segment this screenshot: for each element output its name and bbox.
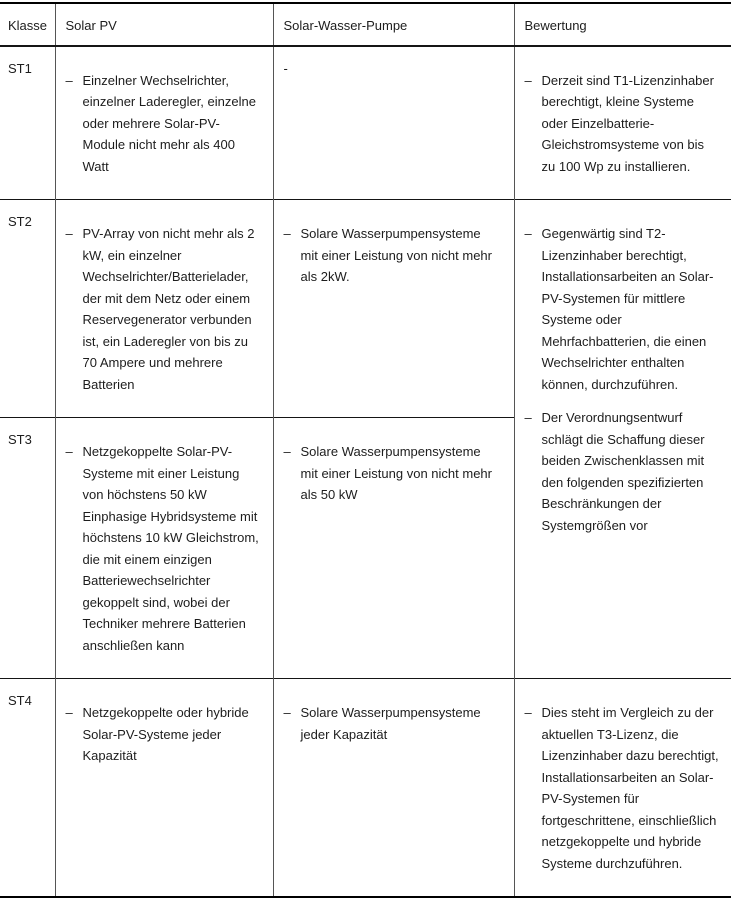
bullet-list: [525, 223, 722, 536]
list-item: [525, 702, 722, 874]
column-header-pumpe: Solar-Wasser-Pumpe: [273, 3, 514, 46]
table-header-row: [0, 3, 731, 46]
empty-cell-dash: -: [283, 60, 288, 76]
bullet-list: [525, 70, 722, 178]
cell-st4-bewertung: [514, 679, 731, 898]
bullet-list: [66, 223, 262, 395]
list-item-text: Solare Wasserpumpensysteme mit einer Leistung von nicht mehr als 2kW.: [300, 226, 492, 284]
table-row-st4: [0, 679, 731, 898]
bullet-list: [284, 441, 500, 506]
dash-marker: –: [65, 705, 73, 720]
bullet-list: [284, 702, 500, 745]
klasse-label-st3: ST3: [0, 418, 55, 679]
cell-st2-st3-bewertung: [514, 200, 731, 679]
list-item: [66, 70, 262, 178]
column-header-klasse: Klasse: [0, 3, 55, 46]
list-item-text: Gegenwärtig sind T2-Lizenzinhaber berechtigt, Installationsarbeiten an Solar-PV-Systemen für mittlere Systeme oder Mehrfachbatterien, die einen Wechselrichter enthalten können, durchzuführen.: [541, 226, 714, 392]
list-item-text: PV-Array von nicht mehr als 2 kW, ein einzelner Wechselrichter/Batterielader, der mit dem Netz oder einem Reservegenerator verbunden ist, ein Laderegler von bis zu 70 Ampere und mehrere Batterien: [82, 226, 255, 392]
klasse-label-st4: ST4: [0, 679, 55, 898]
cell-st1-pumpe: [273, 46, 514, 200]
bullet-list: [525, 702, 722, 874]
list-item: [284, 702, 500, 745]
table-row-st1: [0, 46, 731, 200]
list-item-text: Derzeit sind T1-Lizenzinhaber berechtigt, kleine Systeme oder Einzelbatterie-Gleichstromsysteme von bis zu 100 Wp zu installieren.: [541, 72, 714, 174]
list-item: [525, 223, 722, 395]
dash-marker: –: [283, 444, 291, 459]
cell-st3-pumpe: [273, 418, 514, 679]
cell-st1-solar-pv: [55, 46, 273, 200]
list-item-text: Einzelner Wechselrichter, einzelner Laderegler, einzelne oder mehrere Solar-PV-Module nicht mehr als 400 Watt: [82, 72, 256, 174]
list-item-text: Solare Wasserpumpensysteme mit einer Leistung von nicht mehr als 50 kW: [300, 444, 492, 502]
list-item: [66, 702, 262, 767]
cell-st2-pumpe: [273, 200, 514, 418]
cell-st3-solar-pv: [55, 418, 273, 679]
bullet-list: [66, 702, 262, 767]
klasse-label-st1: ST1: [0, 46, 55, 200]
list-item: [66, 223, 262, 395]
cell-st4-pumpe: [273, 679, 514, 898]
dash-marker: –: [283, 226, 291, 241]
dash-marker: –: [65, 226, 73, 241]
list-item-text: Der Verordnungsentwurf schlägt die Schaffung dieser beiden Zwischenklassen mit den folgenden spezifizierten Beschränkungen der Systemgrößen vor: [541, 410, 705, 533]
cell-st1-bewertung: [514, 46, 731, 200]
klasse-label-st2: ST2: [0, 200, 55, 418]
list-item-text: Netzgekoppelte oder hybride Solar-PV-Systeme jeder Kapazität: [82, 705, 249, 763]
dash-marker: –: [65, 444, 73, 459]
list-item-text: Netzgekoppelte Solar-PV-Systeme mit einer Leistung von höchstens 50 kW Einphasige Hybridsysteme mit höchstens 10 kW Gleichstrom, die mit einem einzigen Batteriewechselrichter gekoppelt sind, wobei der Techniker mehrere Batterien anschließen kann: [82, 444, 259, 653]
column-header-solar-pv: Solar PV: [55, 3, 273, 46]
list-item: [284, 441, 500, 506]
list-item: [525, 407, 722, 536]
dash-marker: –: [524, 410, 532, 425]
cell-st4-solar-pv: [55, 679, 273, 898]
dash-marker: –: [524, 226, 532, 241]
list-item: [525, 70, 722, 178]
dash-marker: –: [65, 72, 73, 88]
dash-marker: –: [524, 72, 532, 88]
column-header-bewertung: Bewertung: [514, 3, 731, 46]
bullet-list: [66, 70, 262, 178]
list-item-text: Solare Wasserpumpensysteme jeder Kapazität: [300, 705, 481, 742]
list-item: [66, 441, 262, 656]
bullet-list: [66, 441, 262, 656]
list-item-text: Dies steht im Vergleich zu der aktuellen T3-Lizenz, die Lizenzinhaber dazu berechtigt, Installationsarbeiten an Solar-PV-Systemen für fortgeschrittene, einschließlich netzgekoppelte und hybride Systeme durchzuführen.: [541, 705, 719, 871]
cell-st2-solar-pv: [55, 200, 273, 418]
bullet-list: [284, 223, 500, 288]
license-classes-table: [0, 2, 731, 898]
table-row-st2: [0, 200, 731, 418]
dash-marker: –: [524, 705, 532, 720]
dash-marker: –: [283, 705, 291, 720]
list-item: [284, 223, 500, 288]
